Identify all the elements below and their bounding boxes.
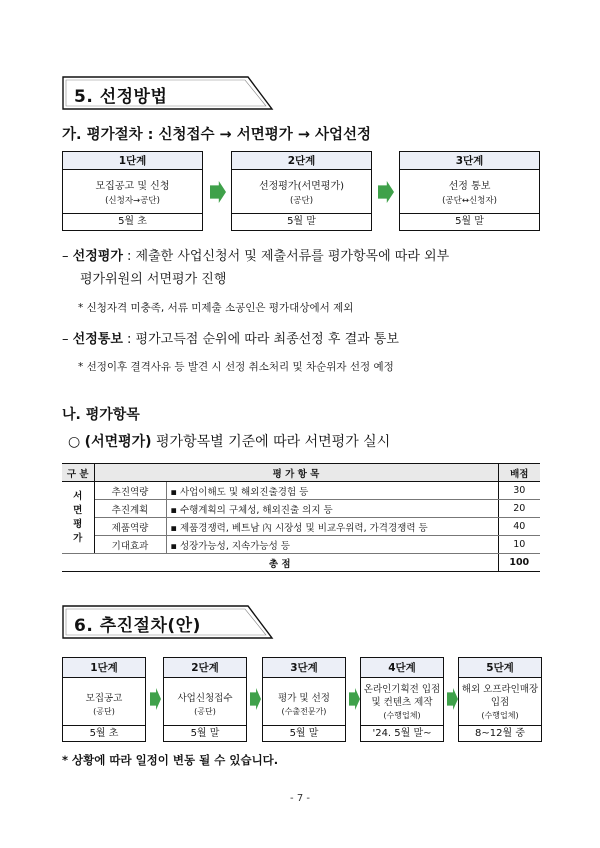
arrow-right-icon [250, 688, 261, 710]
stage-1-body [63, 170, 202, 208]
criterion-cell: 기대효과 [94, 536, 166, 554]
score-cell: 20 [498, 500, 540, 518]
evaluation-line-1: – 선정평가 : 제출한 사업신청서 및 제출서류를 평가항목에 따라 외부 [62, 249, 450, 264]
process-stage-1-text: 모집공고 [85, 693, 123, 704]
total-label: 총 점 [62, 554, 498, 572]
evaluation-label: 선정평가 [72, 249, 123, 264]
stage-3-sub: (공단↔신청자) [442, 196, 497, 206]
process-stage-4-sub: (수행업체) [383, 711, 421, 720]
process-stage-3-text: 평가 및 선정 [278, 693, 330, 704]
process-stage-2-body [164, 678, 246, 718]
score-cell: 40 [498, 518, 540, 536]
criterion-cell: 추진역량 [94, 482, 166, 500]
stage-3-head: 3단계 [400, 152, 539, 170]
process-stage-5-head: 5단계 [459, 658, 541, 678]
score-cell: 30 [498, 482, 540, 500]
process-stage-3-sub: (수출전문가) [281, 707, 327, 716]
evaluation-paragraph [62, 247, 544, 289]
process-stage-5-body [459, 678, 541, 722]
process-stage-3-body [263, 678, 345, 718]
page-number: - 7 - [290, 793, 310, 804]
detail-cell: ▪ 사업이해도 및 해외진출경험 등 [166, 482, 498, 500]
process-stage-5-foot: 8~12월 중 [459, 725, 541, 741]
process-stage-4 [360, 657, 444, 742]
evaluation-text-2: 평가위원의 서면평가 진행 [80, 272, 227, 287]
stage-2-sub: (공단) [289, 196, 314, 206]
table-header-items: 평 가 항 목 [94, 464, 498, 482]
stage-1-foot: 5월 초 [63, 213, 202, 230]
process-stage-5-sub: (수행업체) [481, 711, 519, 720]
process-stage-5-text: 해외 오프라인매장 [461, 684, 539, 695]
section-6-title: 6. 추진절차(안) [74, 616, 201, 636]
category-char: 평 [73, 518, 83, 530]
written-evaluation-line: ○ (서면평가) 평가항목별 기준에 따라 서면평가 실시 [68, 434, 391, 450]
arrow-right-icon [349, 688, 360, 710]
criterion-cell: 제품역량 [94, 518, 166, 536]
table-row [62, 536, 540, 554]
process-stage-4-head: 4단계 [361, 658, 443, 678]
evaluation-items-heading: 나. 평가항목 [62, 407, 140, 423]
table-header-category: 구 분 [62, 464, 94, 482]
stage-3-box [399, 151, 540, 231]
notification-text: 평가고득점 순위에 따라 최종선정 후 결과 통보 [135, 332, 399, 347]
total-score: 100 [498, 554, 540, 572]
table-header-row [62, 464, 540, 482]
detail-cell: ▪ 제품경쟁력, 베트남 內 시장성 및 비교우위력, 가격경쟁력 등 [166, 518, 498, 536]
table-total-row [62, 554, 540, 572]
stage-3-foot: 5월 말 [400, 213, 539, 230]
process-stage-5 [458, 657, 542, 742]
notification-paragraph: – 선정통보 : 평가고득점 순위에 따라 최종선정 후 결과 통보 [62, 332, 399, 347]
category-cell [62, 482, 94, 554]
written-evaluation-label: (서면평가) [84, 434, 152, 450]
process-stage-2 [163, 657, 247, 742]
written-evaluation-text: 평가항목별 기준에 따라 서면평가 실시 [156, 434, 391, 450]
stage-2-body [232, 170, 371, 208]
detail-cell: ▪ 성장가능성, 지속가능성 등 [166, 536, 498, 554]
evaluation-text-1: 제출한 사업신청서 및 제출서류를 평가항목에 따라 외부 [135, 249, 450, 264]
section-5-header [62, 76, 272, 110]
process-stage-1-sub: (공단) [93, 707, 115, 716]
process-stage-3-head: 3단계 [263, 658, 345, 678]
stage-2-head: 2단계 [232, 152, 371, 170]
category-char: 면 [73, 504, 83, 516]
stage-2-foot: 5월 말 [232, 213, 371, 230]
process-stage-5-text-2: 입점 [490, 697, 510, 708]
notification-label: 선정통보 [72, 332, 123, 347]
table-row [62, 518, 540, 536]
notification-note: * 선정이후 결격사유 등 발견 시 선정 취소처리 및 차순위자 선정 예정 [78, 361, 394, 373]
process-stage-1-foot: 5월 초 [63, 725, 145, 741]
stage-3-body [400, 170, 539, 208]
evaluation-note: * 신청자격 미충족, 서류 미제출 소공인은 평가대상에서 제외 [78, 302, 354, 314]
arrow-right-icon [150, 688, 161, 710]
process-stage-2-text: 사업신청접수 [177, 693, 233, 704]
process-stage-3-foot: 5월 말 [263, 725, 345, 741]
process-stage-3 [262, 657, 346, 742]
table-row [62, 500, 540, 518]
evaluation-table [62, 463, 540, 572]
section-6-header [62, 605, 272, 639]
stage-2-body-text: 선정평가(서면평가) [258, 181, 345, 192]
table-row [62, 482, 540, 500]
process-stage-1-head: 1단계 [63, 658, 145, 678]
arrow-right-icon [210, 181, 226, 203]
stage-1-box [62, 151, 203, 231]
process-stage-4-foot: '24. 5월 말~ [361, 725, 443, 741]
arrow-right-icon [447, 688, 458, 710]
stage-2-box [231, 151, 372, 231]
stage-1-body-text: 모집공고 및 신청 [95, 181, 170, 192]
process-stage-4-text: 온라인기획전 입점 [363, 684, 441, 695]
stage-1-head: 1단계 [63, 152, 202, 170]
criterion-cell: 추진계획 [94, 500, 166, 518]
stage-1-sub: (신청자→공단) [105, 196, 160, 206]
evaluation-procedure-heading: 가. 평가절차 : 신청접수 → 서면평가 → 사업선정 [62, 127, 372, 143]
section-5-title: 5. 선정방법 [74, 87, 168, 107]
process-stage-1-body [63, 678, 145, 718]
process-stage-2-head: 2단계 [164, 658, 246, 678]
stage-3-body-text: 선정 통보 [448, 181, 491, 192]
arrow-right-icon [378, 181, 394, 203]
score-cell: 10 [498, 536, 540, 554]
category-char: 서 [73, 490, 83, 502]
process-stage-4-text-2: 및 컨텐츠 제작 [371, 697, 433, 708]
process-stage-1 [62, 657, 146, 742]
process-stage-2-foot: 5월 말 [164, 725, 246, 741]
category-char: 가 [73, 532, 83, 544]
schedule-footnote: * 상황에 따라 일정이 변동 될 수 있습니다. [62, 753, 279, 767]
detail-cell: ▪ 수행계획의 구체성, 해외진출 의지 등 [166, 500, 498, 518]
process-stage-4-body [361, 678, 443, 722]
table-header-score: 배점 [498, 464, 540, 482]
process-stage-2-sub: (공단) [194, 707, 216, 716]
